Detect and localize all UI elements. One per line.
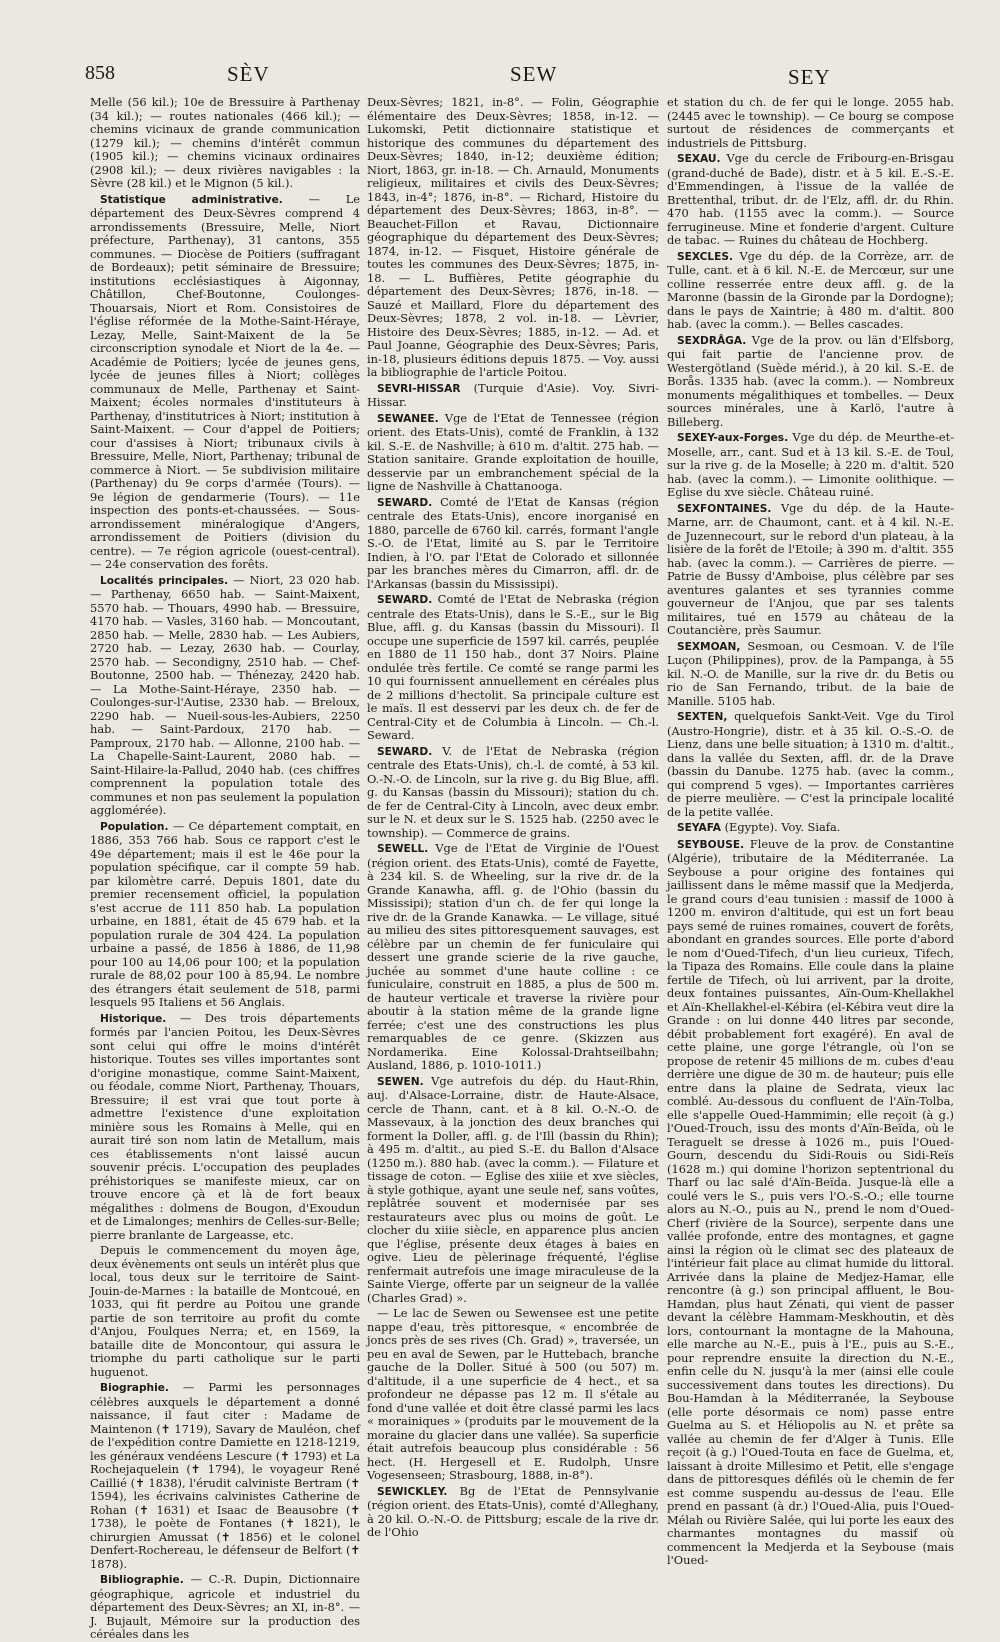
article-headword: SEWELL.	[377, 843, 429, 855]
article-paragraph	[90, 1573, 360, 1642]
article-text: Comté de l'Etat de Nebraska (région centrale des Etats-Unis), dans le S.-E., sur le Big Blue, affl. g. du Kansas (bassin du Missouri). Il occupe une superficie de 1597 kil. carrés, peuplée en 1880 de 11 150 hab., dont 37 Noirs. Plaine ondulée très fertile. Ce comté se range parmi les 10 qui fournissent annuellement en céréales plus de 2 millions d'hectolit. Sa principale culture est le maïs. Il est desservi par les deux ch. de fer de Central-City et de Columbia à Lincoln. — Ch.-l. Seward.	[367, 592, 659, 742]
article-headword: SEXMOAN,	[677, 640, 741, 653]
article-text: Vge de l'Etat de Virginie de l'Ouest (région orient. des Etats-Unis), comté de Fayette, à 234 kil. S. de Wheeling, sur la rive dr. de la Grande Kanawha, affl. g. de l'Ohio (bassin du Mississipi); station d'un ch. de fer qui longe la rive dr. de la Grande Kanawka. — Le village, situé au milieu des sites pittoresquement sauvages, est célèbre par un chemin de fer funiculaire qui dessert une grande scierie de la rive gauche, juchée au sommet d'une haute colline : ce funiculaire, construit en 1885, a plus de 500 m. de hauteur verticale et traverse la rivière pour aboutir à la station même de la grande ligne ferrée; c'est une des constructions les plus remarquables de ce genre. (Skizzen aus Nordamerika. Eine Kolossal-Drahtseilbahn; Ausland, 1886, p. 1010-1011.)	[367, 841, 659, 1072]
article-paragraph	[90, 820, 360, 1010]
article-paragraph	[667, 640, 954, 709]
article-headword: SEWEN.	[377, 1075, 424, 1088]
article-paragraph	[667, 250, 954, 332]
article-text: Depuis le commencement du moyen âge, deux évènements ont seuls un intérêt plus que local, tous deux sur le territoire de Saint-Jouin-de-Marnes : la bataille de Montcoué, en 1033, qui fit perdre au Poitou une grande partie de son territoire au profit du comte d'Anjou, Foulques Nerra; et, en 1569, la bataille dite de Moncontour, qui assura le triomphe du parti catholique sur le parti huguenot.	[90, 1243, 360, 1379]
running-header	[85, 62, 960, 90]
article-text: Vge du dép. de la Haute-Marne, arr. de Chaumont, cant. et à 4 kil. N.-E. de Juzennecourt, sur le rebord d'un plateau, à la lisière de la forêt de l'Etoile; à 390 m. d'altit. 355 hab. (avec la comm.). — Carrières de pierre. — Patrie de Bussy d'Amboise, plus célèbre par ses aventures galantes et ses tyrannies comme gouverneur de l'Anjou, que par ses talents militaires, tué en 1579 au château de la Coutancière, près Saumur.	[667, 500, 954, 637]
article-headword: SEXFONTAINES.	[677, 502, 772, 515]
article-text: — Des trois départements formés par l'ancien Poitou, les Deux-Sèvres sont celui qui offre le moins d'intérêt historique. Toutes ses villes importantes sont d'origine monastique, comme Saint-Maixent, ou féodale, comme Niort, Parthenay, Thouars, Bressuire; il est vrai que tout porte à admettre l'existence d'une exploitation minière sous les Romains à Melle, qui en aurait tiré son nom latin de Metallum, mais ces établissements n'ont laissé aucun souvenir précis. L'occupation des peuplades préhistoriques se manifeste mieux, car on trouve encore çà et là de fort beaux mégalithes : dolmens de Bougon, d'Exoudun et de Limalonges; menhirs de Celles-sur-Belle; pierre branlante de Largeasse, etc.	[90, 1010, 360, 1242]
article-paragraph	[90, 1244, 360, 1379]
article-paragraph	[367, 593, 659, 743]
article-paragraph	[367, 496, 659, 592]
article-paragraph	[667, 502, 954, 638]
article-headword: SEXCLES.	[677, 250, 734, 263]
article-text: Vge du dép. de Meurthe-et-Moselle, arr., cant. Sud et à 13 kil. S.-E. de Toul, sur la rive g. de la Moselle; à 220 m. d'altit. 520 hab. (avec la comm.). — Limonite oolithique. — Eglise du xve siècle. Château ruiné.	[667, 430, 954, 499]
article-paragraph	[90, 1381, 360, 1571]
article-paragraph	[667, 152, 954, 248]
article-text: — Le lac de Sewen ou Sewensee est une petite nappe d'eau, très pittoresque, « encombrée de joncs près de ses rives (Ch. Grad) », traversée, un peu en aval de Sewen, par le Huttebach, branche gauche de la Doller. Situé à 500 (ou 507) m. d'altitude, il a une superficie de 4 hect., et sa profondeur ne dépasse pas 12 m. Il s'étale au fond d'une vallée et doit être classé parmi les lacs « morainiques » (produits par le mouvement de la moraine du glacier dans une vallée). Sa superficie était autrefois beaucoup plus considérable : 56 hect. (H. Hergesell et E. Rudolph, Unsre Vogesenseen; Strasbourg, 1888, in-8°).	[367, 1306, 659, 1482]
article-text: Bg de l'Etat de Pennsylvanie (région orient. des Etats-Unis), comté d'Alleghany, à 20 kil. O.-N.-O. de Pittsburg; escale de la rive dr. de l'Ohio	[367, 1483, 659, 1539]
article-headword: SEXAU.	[677, 153, 721, 165]
article-paragraph	[90, 574, 360, 818]
article-paragraph	[667, 710, 954, 819]
article-headword: Biographie.	[100, 1382, 169, 1394]
article-paragraph	[90, 96, 360, 191]
article-paragraph	[367, 1075, 659, 1306]
right-guide-word: SEY	[788, 65, 831, 89]
article-text: Vge autrefois du dép. du Haut-Rhin, auj. d'Alsace-Lorraine, distr. de Haute-Alsace, cercle de Thann, cant. et à 8 kil. O.-N.-O. de Massevaux, à la jonction des deux branches qui forment la Doller, affl. g. de l'Ill (bassin du Rhin); à 495 m. d'altit., au pied S.-E. du Ballon d'Alsace (1250 m.). 880 hab. (avec la comm.). — Filature et tissage de coton. — Eglise des xiiie et xve siècles, à style gothique, ayant une seule nef, sans voûtes, replâtrée souvent et modernisée par ses restaurateurs avec plus ou moins de goût. Le clocher du xiiie siècle, en apparence plus ancien que l'église, présente deux étages à baies en ogive. Lieu de pèlerinage fréquenté, l'église renfermait autrefois une image miraculeuse de la Sainte Vierge, offerte par un seigneur de la vallée (Charles Grad) ».	[367, 1073, 659, 1305]
article-paragraph	[367, 382, 659, 410]
left-guide-word: SÈV	[227, 62, 270, 86]
article-headword: SEWARD.	[377, 745, 433, 758]
article-text: Comté de l'Etat de Kansas (région centrale des Etats-Unis), encore inorganisé en 1880, parcelle de 6760 kil. carrés, formant l'angle S.-O. de l'Etat, limité au S. par le Territoire Indien, à l'O. par l'Etat de Colorado et sillonnée par les branches mères du Cimarron, affl. dr. de l'Arkansas (bassin du Mississipi).	[367, 494, 659, 591]
article-headword: Bibliographie.	[100, 1574, 184, 1586]
article-paragraph	[667, 96, 954, 150]
article-text: (Egypte). Voy. Siafa.	[720, 820, 841, 834]
article-text: — Ce département comptait, en 1886, 353 766 hab. Sous ce rapport c'est le 49e département; mais il est le 46e pour la population spécifique, car il compte 59 hab. par kilomètre carré. Depuis 1801, date du premier recensement officiel, la population s'est accrue de 111 850 hab. La population urbaine, en 1881, était de 45 679 hab. et la population rurale de 304 424. La population urbaine a passé, de 1856 à 1886, de 11,98 pour 100 au 14,06 pour 100; et la population rurale de 88,02 pour 100 à 85,94. Le nombre des étrangers était seulement de 518, parmi lesquels 95 Italiens et 56 Anglais.	[90, 818, 360, 1009]
article-paragraph	[367, 96, 659, 380]
article-headword: SEXTEN,	[677, 711, 728, 723]
article-headword: Historique.	[100, 1012, 167, 1025]
article-paragraph	[367, 1307, 659, 1483]
article-paragraph	[90, 193, 360, 572]
article-text: Vge de la prov. ou län d'Elfsborg, qui fait partie de l'ancienne prov. de Westergötland (Suède mérid.), à 20 kil. S.-E. de Borås. 1335 hab. (avec la comm.). — Nombreux monuments mégalithiques et tombelles. — Deux sources minérales, une à Karlö, l'autre à Billeberg.	[667, 332, 954, 429]
article-paragraph	[367, 842, 659, 1073]
article-paragraph	[667, 334, 954, 430]
article-text: Sesmoan, ou Cesmoan. V. de l'île Luçon (Philippines), prov. de la Pampanga, à 55 kil. N.-O. de Manille, sur la rive dr. du Betis ou rio de San Fernando, tribut. de la baie de Manille. 5105 hab.	[667, 638, 954, 708]
article-text: V. de l'Etat de Nebraska (région centrale des Etats-Unis), ch.-l. de comté, à 53 kil. O.-N.-O. de Lincoln, sur la rive g. du Big Blue, affl. g. du Kansas (bassin du Missouri); station du ch. de fer de Central-City à Lincoln, avec deux embr. sur le N. et deux sur le S. 1525 hab. (2250 avec le township). — Commerce de grains.	[367, 743, 659, 840]
article-headword: SEXDRÅGA.	[677, 334, 747, 347]
article-headword: SEXEY-aux-Forges.	[677, 432, 789, 444]
article-headword: SEWARD.	[377, 496, 433, 509]
article-text: Deux-Sèvres; 1821, in-8°. — Folin, Géographie élémentaire des Deux-Sèvres; 1858, in-12. — Lukomski, Petit dictionnaire statistique et historique des communes du département des Deux-Sèvres; 1840, in-12; deuxième édition; Niort, 1863, gr. in-18. — Ch. Arnauld, Monuments religieux, militaires et civils des Deux-Sèvres; 1843, in-4°; 1876, in-8°. — Richard, Histoire du département des Deux-Sèvres; 1863, in-8°. — Beauchet-Fillon et Ravau, Dictionnaire géographique du département des Deux-Sèvres; 1874, in-12. — Fisquet, Histoire générale de toutes les communes des Deux-Sèvres; 1875, in-18. — L. Buffières, Petite géographie du département des Deux-Sèvres; 1876, in-18. — Sauzé et Maillard, Flore du département des Deux-Sèvres; 1878, 2 vol. in-18. — Lèvrier, Histoire des Deux-Sèvres; 1885, in-12. — Ad. et Paul Joanne, Géographie des Deux-Sèvres; Paris, in-18, plusieurs éditions depuis 1875. — Voy. aussi la bibliographie de l'article Poitou.	[367, 95, 659, 379]
page-number: 858	[85, 62, 115, 84]
text-column-2	[367, 95, 659, 1539]
article-headword: Population.	[100, 820, 169, 833]
article-text: — Le département des Deux-Sèvres comprend 4 arrondissements (Bressuire, Melle, Niort préfecture, Parthenay), 31 cantons, 355 communes. — Diocèse de Poitiers (suffragant de Bordeaux); petit séminaire de Bressuire; institutions ecclésiastiques à Aigonnay, Châtillon, Chef-Boutonne, Coulonges-Thouarsais, Niort et Rom. Consistoires de l'église réformée de la Mothe-Saint-Héraye, Lezay, Melle, Saint-Maixent de la 5e circonscription synodale et Niort de la 4e. — Académie de Poitiers; lycée de jeunes gens, lycée de jeunes filles à Niort; collèges communaux de Melle, Parthenay et Saint-Maixent; écoles normales d'instituteurs à Parthenay, d'institutrices à Niort; institution à Saint-Maixent. — Cour d'appel de Poitiers; cour d'assises à Niort; tribunaux civils à Bressuire, Melle, Niort, Parthenay; tribunal de commerce à Niort. — 5e subdivision militaire (Parthenay) du 9e corps d'armée (Tours). — 9e légion de gendarmerie (Tours). — 11e inspection des ponts-et-chaussées. — Sous-arrondissement minéralogique d'Angers, arrondissement de Poitiers (division du centre). — 7e région agricole (ouest-central). — 24e conservation des forêts.	[90, 191, 360, 571]
article-text: Vge de l'Etat de Tennessee (région orient. des Etats-Unis), comté de Franklin, à 132 kil. S.-E. de Nashville; à 610 m. d'altit. 275 hab. — Station sanitaire. Grande exploitation de houille, desservie par un embranchement spécial de la ligne de Nashville à Chattanooga.	[367, 410, 659, 493]
article-text: — Niort, 23 020 hab. — Parthenay, 6650 hab. — Saint-Maixent, 5570 hab. — Thouars, 4990 hab. — Bressuire, 4170 hab. — Vasles, 3160 hab. — Moncoutant, 2850 hab. — Melle, 2830 hab. — Les Aubiers, 2720 hab. — Lezay, 2630 hab. — Courlay, 2570 hab. — Secondigny, 2510 hab. — Chef-Boutonne, 2500 hab. — Thénezay, 2420 hab. — La Mothe-Saint-Héraye, 2350 hab. — Coulonges-sur-l'Autise, 2330 hab. — Breloux, 2290 hab. — Nueil-sous-les-Aubiers, 2250 hab. — Saint-Pardoux, 2170 hab. — Pamproux, 2170 hab. — Allonne, 2100 hab. — La Chapelle-Saint-Laurent, 2080 hab. — Saint-Hilaire-la-Pallud, 2040 hab. (ces chiffres comprennent la population totale des communes et non pas seulement la population agglomérée).	[90, 572, 360, 817]
article-headword: SEWICKLEY.	[377, 1485, 448, 1498]
article-paragraph	[367, 745, 659, 841]
article-headword: SEYBOUSE.	[677, 838, 745, 851]
article-headword: SEWARD.	[377, 594, 433, 606]
article-text: — Parmi les personnages célèbres auxquels le département a donné naissance, il faut citer : Madame de Maintenon (✝ 1719), Savary de Mauléon, chef de l'expédition contre Damiette en 1218-1219, les généraux vendéens Lescure (✝ 1793) et La Rochejaquelein (✝ 1794), le voyageur René Caillié (✝ 1838), l'érudit calviniste Bertram (✝ 1594), les écrivains calvinistes Catherine de Rohan (✝ 1631) et Isaac de Beausobre (✝ 1738), le poète de Fontanes (✝ 1821), le chirurgien Amussat (✝ 1856) et le colonel Denfert-Rochereau, le défenseur de Belfort (✝ 1878).	[90, 1380, 360, 1571]
article-headword: Statistique administrative.	[100, 193, 283, 206]
article-headword: SEWANEE.	[377, 412, 439, 425]
article-paragraph	[367, 412, 659, 494]
article-text: Vge du dép. de la Corrèze, arr. de Tulle, cant. et à 6 kil. N.-E. de Mercœur, sur une colline resserrée entre deux affl. g. de la Maronne (bassin de la Gironde par la Dordogne); dans le pays de Xaintrie; à 480 m. d'altit. 800 hab. (avec la comm.). — Belles cascades.	[667, 248, 954, 331]
article-text: — C.-R. Dupin, Dictionnaire géographique, agricole et industriel du département des Deux-Sèvres; an XI, in-8°. — J. Bujault, Mémoire sur la production des céréales dans les	[90, 1572, 360, 1641]
text-column-3	[667, 95, 954, 1567]
article-text: Vge du cercle de Fribourg-en-Brisgau (grand-duché de Bade), distr. et à 5 kil. E.-S.-E. d'Emmendingen, à l'issue de la vallée de Brettenthal, tribut. dr. de l'Elz, affl. dr. du Rhin. 470 hab. (1155 avec la comm.). — Source ferrugineuse. Mine et fonderie d'argent. Culture de tabac. — Ruines du château de Hochberg.	[667, 151, 954, 247]
center-guide-word: SEW	[510, 62, 558, 86]
article-text: quelquefois Sankt-Veit. Vge du Tirol (Austro-Hongrie), distr. et à 35 kil. O.-S.-O. de Lienz, dans une belle situation; à 1310 m. d'altit., dans la vallée du Sexten, affl. dr. de la Drave (bassin du Danube. 1275 hab. (avec la comm., qui comprend 5 vges). — Importantes carrières de pierre meulière. — C'est la principale localité de la petite vallée.	[667, 709, 954, 819]
article-text: et station du ch. de fer qui le longe. 2055 hab. (2445 avec le township). — Ce bourg se compose surtout de résidences de commerçants et industriels de Pittsburg.	[667, 95, 954, 150]
article-headword: SEYAFA	[677, 822, 721, 834]
article-headword: SEVRI-HISSAR	[377, 382, 461, 395]
article-headword: Localités principales.	[100, 574, 229, 587]
article-paragraph	[90, 1012, 360, 1243]
article-text: Fleuve de la prov. de Constantine (Algérie), tributaire de la Méditerranée. La Seybouse a pour origine des fontaines qui jaillissent dans le même massif que la Medjerda, le grand cours d'eau tunisien : massif de 1000 à 1200 m. environ d'altitude, qui est un fort beau pays semé de ruines romaines, couvert de forêts, abondant en grandes sources. Elle porte d'abord le nom d'Oued-Tifech, d'un lieu curieux, Tifech, la Tipaza des Romains. Elle coule dans la plaine fertile de Tifech, où lui arrivent, par la droite, deux fontaines puissantes, Aïn-Oum-Khellakhel et Aïn-Khellakhel-el-Kébira (el-Kébira veut dire la Grande : on lui donne 440 litres par seconde, débit probablement fort exagéré). En aval de cette plaine, une gorge l'étrangle, où l'on se propose de retenir 45 millions de m. cubes d'eau derrière une digue de 30 m. de hauteur; puis elle entre dans la plaine de Sedrata, vieux lac comblé. Au-dessous du confluent de l'Aïn-Tolba, elle s'appelle Oued-Hammimin; elle reçoit (à g.) l'Oued-Trouch, issu des monts d'Aïn-Beïda, où le Teraguelt se dresse à 1026 m., puis l'Oued-Gourn, descendu du Sidi-Rouis ou Sidi-Reïs (1628 m.) qui domine l'horizon septentrional du Tharf ou lac salé d'Aïn-Beïda. Jusque-là elle a coulé vers le S., puis vers l'O.-S.-O.; elle tourne alors au N.-O., puis au N., prend le nom d'Oued-Cherf (rivière de la Source), serpente dans une vallée profonde, entre des montagnes, et gagne ainsi la région où le climat sec des plateaux de l'intérieur fait place au climat humide du littoral. Arrivée dans la plaine de Medjez-Hamar, elle rencontre (à g.) son principal affluent, le Bou-Hamdan, plus haut Zénati, qui vient de passer devant la célèbre Hammam-Meskhoutin, et dès lors, contournant la montagne de la Mahouna, elle marche au N.-E., puis à l'E., puis au S.-E., pour reprendre ensuite la direction du N.-E., enfin celle du N. jusqu'à la mer (ainsi elle coule successivement dans toutes les directions). Du Bou-Hamdan à la Méditerranée, la Seybouse (elle porte désormais ce nom) passe entre Guelma au S. et Héliopolis au N. et prête sa vallée au chemin de fer d'Alger à Tunis. Elle reçoit (à g.) l'Oued-Touta en face de Guelma, et, laissant à droite Millesimo et Petit, elle s'engage dans de pittoresques défilés où le chemin de fer est comme suspendu au-dessus de l'eau. Elle prend en passant (à dr.) l'Oued-Alia, puis l'Oued-Mélah ou Rivière Salée, qui lui porte les eaux des charmantes montagnes du massif où commencent la Medjerda et la Seybouse (mais l'Oued-	[667, 836, 954, 1567]
text-column-1	[90, 95, 360, 1641]
article-text: Melle (56 kil.); 10e de Bressuire à Parthenay (34 kil.); — routes nationales (466 kil.); — chemins vicinaux de grande communication (1279 kil.); — chemins d'intérêt commun (1905 kil.); — chemins vicinaux ordinaires (2908 kil.); — deux rivières navigables : la Sèvre (28 kil.) et le Mignon (5 kil.).	[90, 95, 360, 190]
article-text: (Turquie d'Asie). Voy. Sivri-Hissar.	[367, 380, 659, 409]
article-paragraph	[667, 838, 954, 1568]
article-paragraph	[667, 821, 954, 836]
article-paragraph	[667, 431, 954, 500]
article-paragraph	[367, 1485, 659, 1540]
